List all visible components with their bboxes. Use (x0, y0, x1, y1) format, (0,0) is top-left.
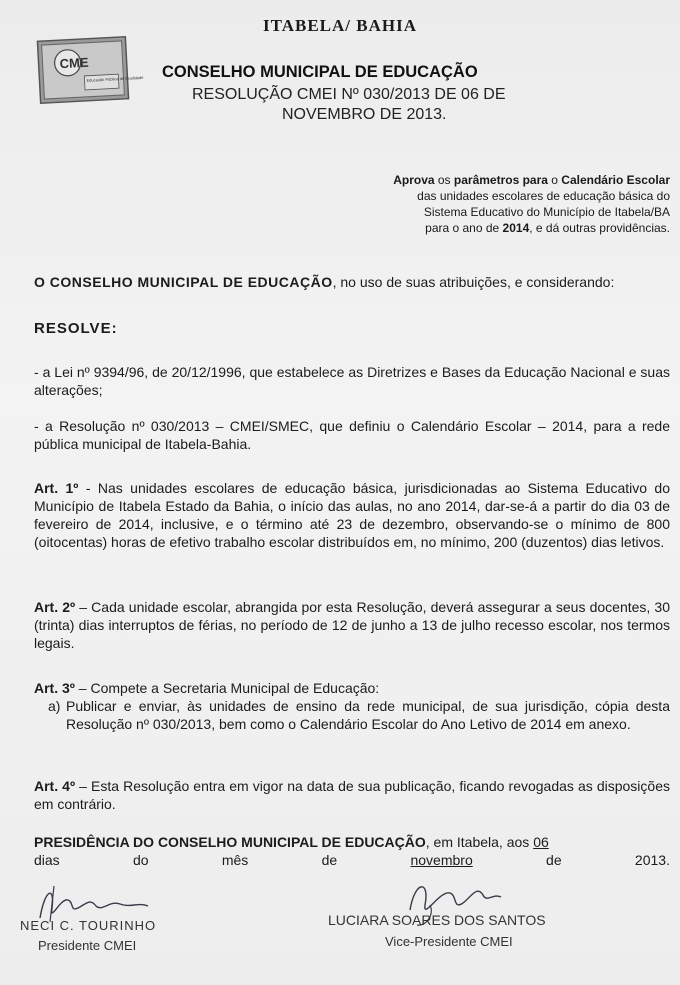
council-logo (36, 36, 144, 105)
article-3: Art. 3º – Compete a Secretaria Municipal de Educação: (34, 680, 380, 696)
resolution-title-line2: NOVEMBRO DE 2013. (282, 106, 447, 123)
svg-text:Educação Pública de Qualidade: Educação Pública de Qualidade (86, 74, 144, 83)
svg-text:CME: CME (59, 54, 89, 72)
law-paragraph: - a Lei nº 9394/96, de 20/12/1996, que estabelece as Diretrizes e Bases da Educação Nacional e suas alterações; (34, 364, 670, 398)
resolution-title-line1: RESOLUÇÃO CMEI Nº 030/2013 DE 06 DE (192, 86, 506, 103)
council-title: CONSELHO MUNICIPAL DE EDUCAÇÃO (162, 63, 478, 81)
article-4: Art. 4º – Esta Resolução entra em vigor na data de sua publicação, ficando revogadas as disposições em contrário. (34, 778, 670, 812)
signer-1-role: Presidente CMEI (38, 938, 137, 953)
city-header: ITABELA/ BAHIA (263, 16, 417, 35)
signer-2-role: Vice-Presidente CMEI (385, 934, 513, 949)
ementa: Aprova os parâmetros para o Calendário Escolar das unidades escolares de educação básica do Sistema Educativo do Município de Itabela/BA para o ano de 2014, e dá outras providências. (393, 173, 670, 235)
closing-paragraph: PRESIDÊNCIA DO CONSELHO MUNICIPAL DE EDUCAÇÃO, em Itabela, aos 06 dias do mês de novembro de 2013. (34, 834, 670, 868)
document-page: ITABELA/ BAHIA CME Educação Pública de Qualidade CONSELHO MUNICIPAL DE EDUCAÇÃO RESOLUÇÃO CMEI Nº 030/2013 DE 06 DE NOVEMBRO DE 2013. Aprova os parâmetros para o Calendário Escolar das unidades escolares de educação básica do Sistema Educativo do Município de Itabela/BA para o ano de 2014, e dá outras providências. O CONSELHO MUNICIPAL DE EDUCAÇÃO, no uso de suas atribuições, e considerando: RESOLVE: - a Lei nº 9394/96, de 20/12/1996, que estabelece as Diretrizes e Bases da Educação Nacional e suas alterações; - a Resolução nº 030/2013 – CMEI/SMEC, que definiu o Calendário Escolar – 2014, para a rede pública municipal de Itabela-Bahia. Art. 1º - Nas unidades escolares de educação básica, jurisdicionadas ao Sistema Educativo do Município de Itabela Estado da Bahia, o início das aulas, no ano 2014, dar-se-á a partir do dia 03 de fevereiro de 2014, inclusive, e o término até 23 de dezembro, observando-se o mínimo de 800 (oitocentas) horas de efetivo trabalho escolar distribuídos em, no mínimo, 200 (duzentos) dias letivos. Art. 2º – Cada unidade escolar, abrangida por esta Resolução, deverá assegurar a seus docentes, 30 (trinta) dias interruptos de férias, no período de 12 de junho a 13 de julho recesso escolar, nos termos legais. Art. 3º – Compete a Secretaria Municipal de Educação: a) Publicar e enviar, às unidades de ensino da rede municipal, de sua jurisdição, cópia desta Resolução nº 030/2013, bem como o Calendário Escolar do Ano Letivo de 2014 em anexo. Art. 4º – Esta Resolução entra em vigor na data de sua publicação, ficando revogadas as disposições em contrário. PRESIDÊNCIA DO CONSELHO MUNICIPAL DE EDUCAÇÃO, em Itabela, aos 06 dias do mês de novembro de 2013. NECI C. TOURINHO Presidente CMEI LUCIARA SOARES DOS SANTOS Vice-Presidente CMEI (0, 0, 680, 985)
article-2: Art. 2º – Cada unidade escolar, abrangida por esta Resolução, deverá assegurar a seus docentes, 30 (trinta) dias interruptos de férias, no período de 12 de junho a 13 de julho recesso escolar, nos termos legais. (34, 599, 670, 651)
signer-2-name: LUCIARA SOARES DOS SANTOS (328, 912, 546, 928)
signer-1-name: NECI C. TOURINHO (20, 918, 157, 933)
article-1: Art. 1º - Nas unidades escolares de educação básica, jurisdicionadas ao Sistema Educativo do Município de Itabela Estado da Bahia, o início das aulas, no ano 2014, dar-se-á a partir do dia 03 de fevereiro de 2014, inclusive, e o término até 23 de dezembro, observando-se o mínimo de 800 (oitocentas) horas de efetivo trabalho escolar distribuídos em, no mínimo, 200 (duzentos) dias letivos. (34, 480, 670, 550)
resolution-paragraph: - a Resolução nº 030/2013 – CMEI/SMEC, que definiu o Calendário Escolar – 2014, para a rede pública municipal de Itabela-Bahia. (34, 418, 670, 452)
intro-paragraph: O CONSELHO MUNICIPAL DE EDUCAÇÃO, no uso de suas atribuições, e considerando: (34, 274, 615, 290)
resolve-heading: RESOLVE: (34, 320, 118, 337)
